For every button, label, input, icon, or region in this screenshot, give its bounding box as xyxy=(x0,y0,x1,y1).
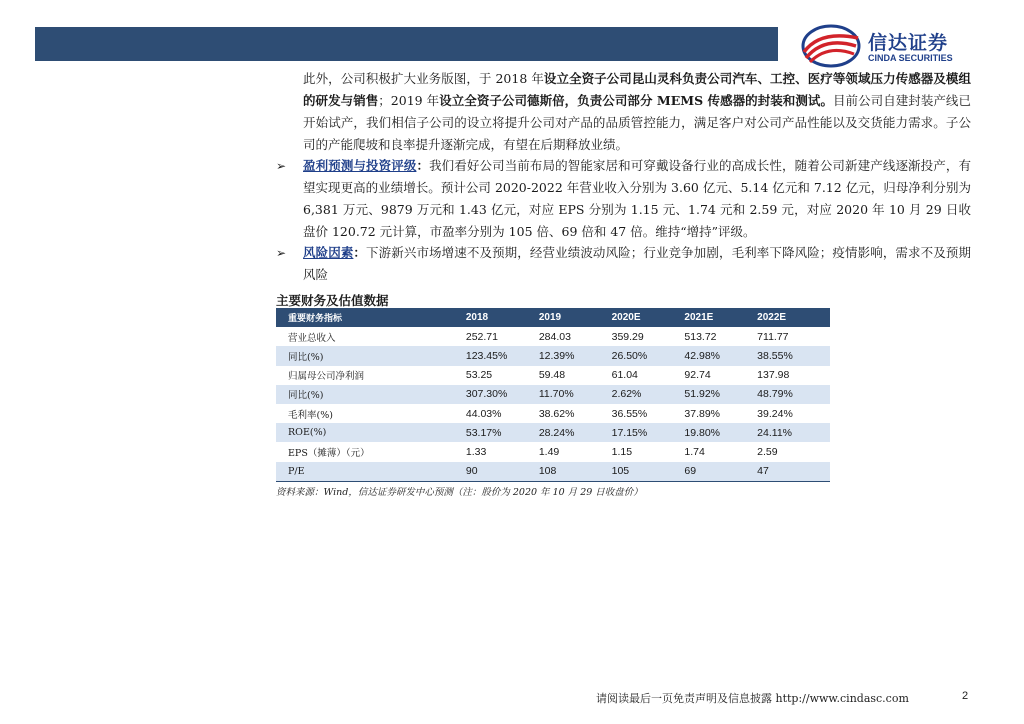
table-header-cell: 2021E xyxy=(684,308,757,327)
table-cell: 59.48 xyxy=(538,369,566,382)
table-row-label: 归属母公司净利润 xyxy=(288,371,365,383)
intro-text-1: 此外，公司积极扩大业务版图，于 2018 年 xyxy=(303,71,544,86)
table-cell: 1.74 xyxy=(684,445,705,458)
table-cell: 19.80% xyxy=(684,423,757,442)
risk-lead: 风险因素 xyxy=(303,245,354,260)
header-bar xyxy=(35,27,778,61)
table-cell: 92.74 xyxy=(684,369,711,382)
table-cell: 284.03 xyxy=(538,330,571,343)
table-cell: 53.25 xyxy=(465,369,493,382)
table-row xyxy=(276,462,830,482)
table-cell: 1.49 xyxy=(538,445,560,458)
table-cell: 37.89% xyxy=(684,407,721,420)
cinda-logo xyxy=(800,22,980,70)
risk-colon: ： xyxy=(353,245,367,260)
table-cell: 711.77 xyxy=(757,330,789,343)
intro-text-3: 目前公司自建封装产线已开始试产，我们相信子公司的设立将提升公司对产品的品质管控能力，满足客户对公司产品性能以及交货能力需求。子公司的产能爬坡和良率提升逐渐完成，有望在后期释放业绩。 xyxy=(303,93,971,152)
table-row-label: 同比(%) xyxy=(276,385,466,404)
table-row-label: 同比(%) xyxy=(276,346,466,365)
risk-text: 下游新兴市场增速不及预期，经营业绩波动风险；行业竞争加剧，毛利率下降风险；疫情影响，需求不及预期风险 xyxy=(303,245,971,282)
table-cell: 69 xyxy=(684,462,757,482)
intro-text-2: ；2019 年 xyxy=(378,93,440,108)
table-cell: 26.50% xyxy=(612,346,685,365)
table-cell: 24.11% xyxy=(757,423,830,442)
table-row-label: EPS（摊薄）（元） xyxy=(288,447,370,459)
table-row-label: 毛利率(%) xyxy=(288,409,333,421)
table-cell: 61.04 xyxy=(611,369,638,382)
table-cell: 307.30% xyxy=(466,385,539,404)
table-row-label: ROE(%) xyxy=(276,423,466,442)
table-cell: 47 xyxy=(757,462,830,482)
table-cell: 51.92% xyxy=(684,385,757,404)
table-cell: 90 xyxy=(466,462,539,482)
table-row xyxy=(276,404,830,423)
table-cell: 252.71 xyxy=(465,330,498,343)
table-cell: 48.79% xyxy=(757,385,830,404)
table-cell: 105 xyxy=(612,462,685,482)
table-cell: 42.98% xyxy=(684,346,757,365)
table-row xyxy=(276,366,830,385)
table-row xyxy=(276,423,830,442)
intro-bold-1: 设立全资子公司昆山灵科负责公司汽车、工控、医疗等领域压力传感器及模组的研发与销售 xyxy=(303,71,971,108)
table-cell: 38.62% xyxy=(538,407,575,420)
footer-disclaimer: 请阅读最后一页免责声明及信息披露 http://www.cindasc.com xyxy=(596,692,909,705)
table-header-cell: 重要财务指标 xyxy=(276,308,466,327)
table-cell: 1.33 xyxy=(465,445,487,458)
bullet-arrow-icon: ➢ xyxy=(276,246,287,260)
table-cell: 39.24% xyxy=(757,407,793,420)
table-cell: 11.70% xyxy=(539,385,612,404)
table-row xyxy=(276,442,830,461)
table-row xyxy=(276,385,830,404)
cinda-globe-icon xyxy=(800,22,862,70)
table-row-label: 营业总收入 xyxy=(288,332,336,344)
table-header-cell: 2020E xyxy=(612,308,685,327)
logo-text-cn: 信达证券 xyxy=(868,32,949,54)
table-row-label: P/E xyxy=(276,462,466,482)
intro-paragraph xyxy=(303,68,971,156)
table-title: 主要财务及估值数据 xyxy=(276,293,389,308)
table-cell: 36.55% xyxy=(611,407,648,420)
page-number: 2 xyxy=(962,690,969,702)
table-cell: 2.59 xyxy=(757,445,778,458)
table-cell: 38.55% xyxy=(757,346,830,365)
table-cell: 2.62% xyxy=(612,385,685,404)
table-header-cell: 2019 xyxy=(539,308,612,327)
table-cell: 359.29 xyxy=(611,330,644,343)
intro-bold-2: 设立全资子公司德斯倍，负责公司部分 MEMS 传感器的封装和测试。 xyxy=(439,93,833,108)
table-header-row xyxy=(276,308,830,327)
table-row xyxy=(276,346,830,365)
bullet-arrow-icon: ➢ xyxy=(276,159,287,173)
table-header-cell: 2022E xyxy=(757,308,830,327)
table-cell: 137.98 xyxy=(757,369,790,382)
risk-paragraph xyxy=(303,242,971,286)
table-header-cell: 2018 xyxy=(466,308,539,327)
rating-text: 我们看好公司当前布局的智能家居和可穿戴设备行业的高成长性，随着公司新建产线逐渐投产，有望实现更高的业绩增长。预计公司 2020-2022 年营业收入分别为 3.60 亿元、5.14 亿元和 7.12 亿元，归母净利分别为 6,381 万元、9879 万元和 1.43 亿元，对应 EPS 分别为 1.15 元、1.74 元和 2.59 元，对应 2020 年 10 月 29 日收盘价 120.72 元计算，市盈率分别为 105 倍、69 倍和 47 倍。维持“增持”评级。 xyxy=(303,158,971,239)
table-cell: 513.72 xyxy=(684,330,717,343)
table-cell: 123.45% xyxy=(466,346,539,365)
table-cell: 1.15 xyxy=(611,445,633,458)
financial-table xyxy=(276,308,830,482)
table-row xyxy=(276,327,830,346)
logo-text-en: CINDA SECURITIES xyxy=(868,53,953,63)
table-cell: 108 xyxy=(539,462,612,482)
table-source-note: 资料来源：Wind，信达证券研发中心预测（注：股价为 2020 年 10 月 29 日收盘价） xyxy=(276,487,643,498)
table-cell: 17.15% xyxy=(612,423,685,442)
rating-colon: ： xyxy=(416,158,430,173)
table-cell: 12.39% xyxy=(539,346,612,365)
rating-paragraph xyxy=(303,155,971,243)
table-cell: 44.03% xyxy=(465,407,502,420)
rating-lead: 盈利预测与投资评级 xyxy=(303,158,417,173)
table-cell: 53.17% xyxy=(466,423,539,442)
table-cell: 28.24% xyxy=(539,423,612,442)
